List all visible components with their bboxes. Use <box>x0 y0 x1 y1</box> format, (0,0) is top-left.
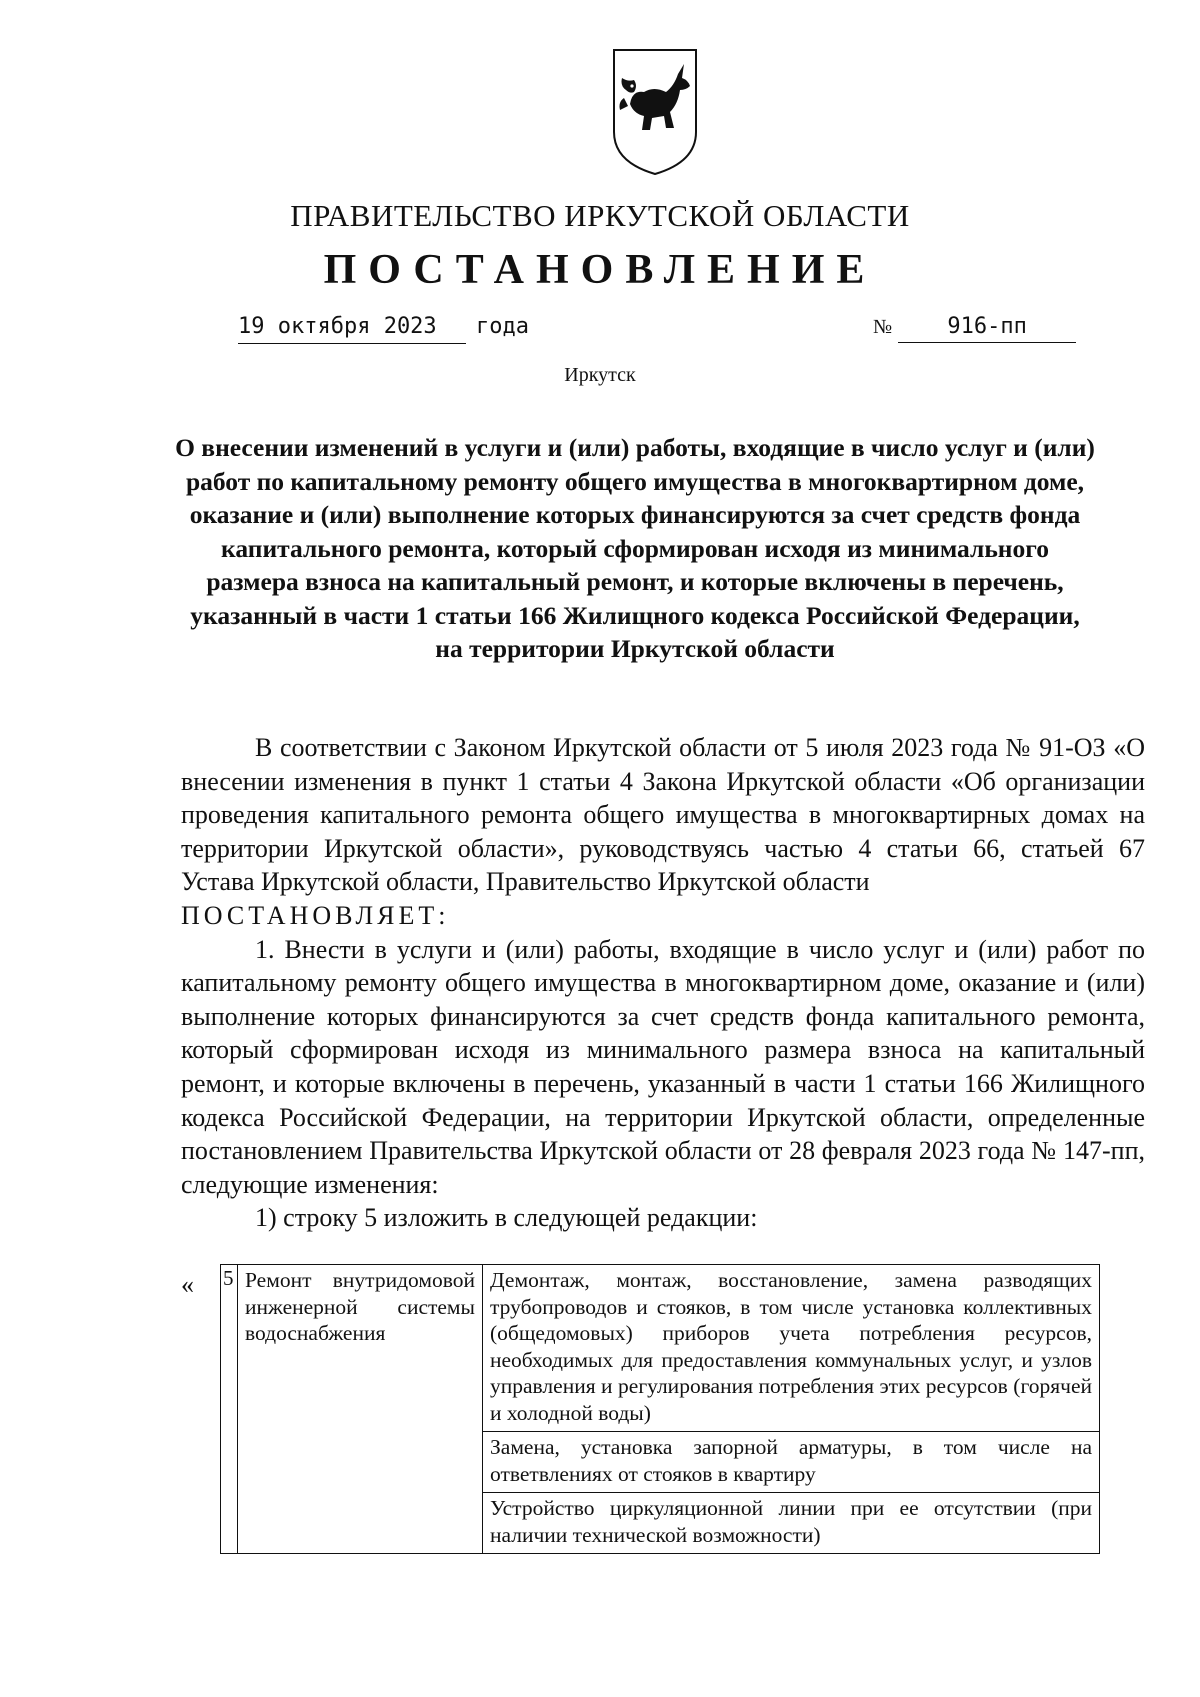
system-name-cell: Ремонт внутридомовой инженерной системы водоснабжения <box>238 1265 483 1554</box>
table-row <box>221 1265 1100 1432</box>
opening-quote: « <box>181 1270 194 1299</box>
document-type: ПОСТАНОВЛЕНИЕ <box>323 247 877 293</box>
coat-of-arms-emblem <box>610 46 700 178</box>
number-sign: № <box>873 316 893 338</box>
preamble-paragraph: В соответствии с Законом Иркутской области от 5 июля 2023 года № 91-ОЗ «О внесении изменения в пункт 1 статьи 4 Закона Иркутской области «Об организации проведения капитального ремонта общего имущества в многоквартирных домах на территории Иркутской области», руководствуясь частью 4 статьи 66, статьей 67 Устава Иркутской области, Правительство Иркутской области <box>181 733 1145 897</box>
item-1-paragraph: 1. Внести в услуги и (или) работы, входящие в число услуг и (или) работ по капитальному ремонту общего имущества в многоквартирном доме, оказание и (или) выполнение которых финансируются за счет средств фонда капитального ремонта, который сформирован исходя из минимального размера взноса на капитальный ремонт, и которые включены в перечень, указанный в части 1 статьи 166 Жилищного кодекса Российской Федерации, на территории Иркутской области, определенные постановлением Правительства Иркутской области от 28 февраля 2023 года № 147-пп, следующие изменения: <box>181 934 1145 1199</box>
work-cell: Устройство циркуляционной линии при ее отсутствии (при наличии технической возможности) <box>483 1493 1100 1554</box>
date-value: 19 октября 2023 <box>238 312 466 344</box>
work-cell: Демонтаж, монтаж, восстановление, замена разводящих трубопроводов и стояков, в том числе установка коллективных (общедомовых) приборов учета потребления ресурсов, необходимых для предоставления коммунальных услуг, и узлов управления и регулирования потребления этих ресурсов (горячей и холодной воды) <box>483 1265 1100 1432</box>
decides-heading: ПОСТАНОВЛЯЕТ: <box>181 900 450 930</box>
government-name: ПРАВИТЕЛЬСТВО ИРКУТСКОЙ ОБЛАСТИ <box>290 198 910 233</box>
decree-body <box>181 731 1145 1235</box>
decree-number <box>873 312 1076 343</box>
decree-subject: О внесении изменений в услуги и (или) работы, входящие в число услуг и (или) работ по капитальному ремонту общего имущества в многоквартирном доме, оказание и (или) выполнение которых финансируются за счет средств фонда капитального ремонта, который сформирован исходя из минимального размера взноса на капитальный ремонт, и которые включены в перечень, указанный в части 1 статьи 166 Жилищного кодекса Российской Федерации, на территории Иркутской области <box>175 433 1095 663</box>
amended-row-table <box>220 1264 1100 1554</box>
date-suffix: года <box>476 314 529 339</box>
subitem-1-paragraph: 1) строку 5 изложить в следующей редакции: <box>255 1203 758 1233</box>
decree-date <box>238 312 529 344</box>
irkutsk-babr-icon <box>610 46 700 178</box>
city-name: Иркутск <box>564 364 636 386</box>
row-number-cell: 5 <box>221 1265 238 1554</box>
work-cell: Замена, установка запорной арматуры, в том числе на ответвлениях от стояков в квартиру <box>483 1432 1100 1493</box>
number-value: 916-пп <box>898 312 1076 343</box>
